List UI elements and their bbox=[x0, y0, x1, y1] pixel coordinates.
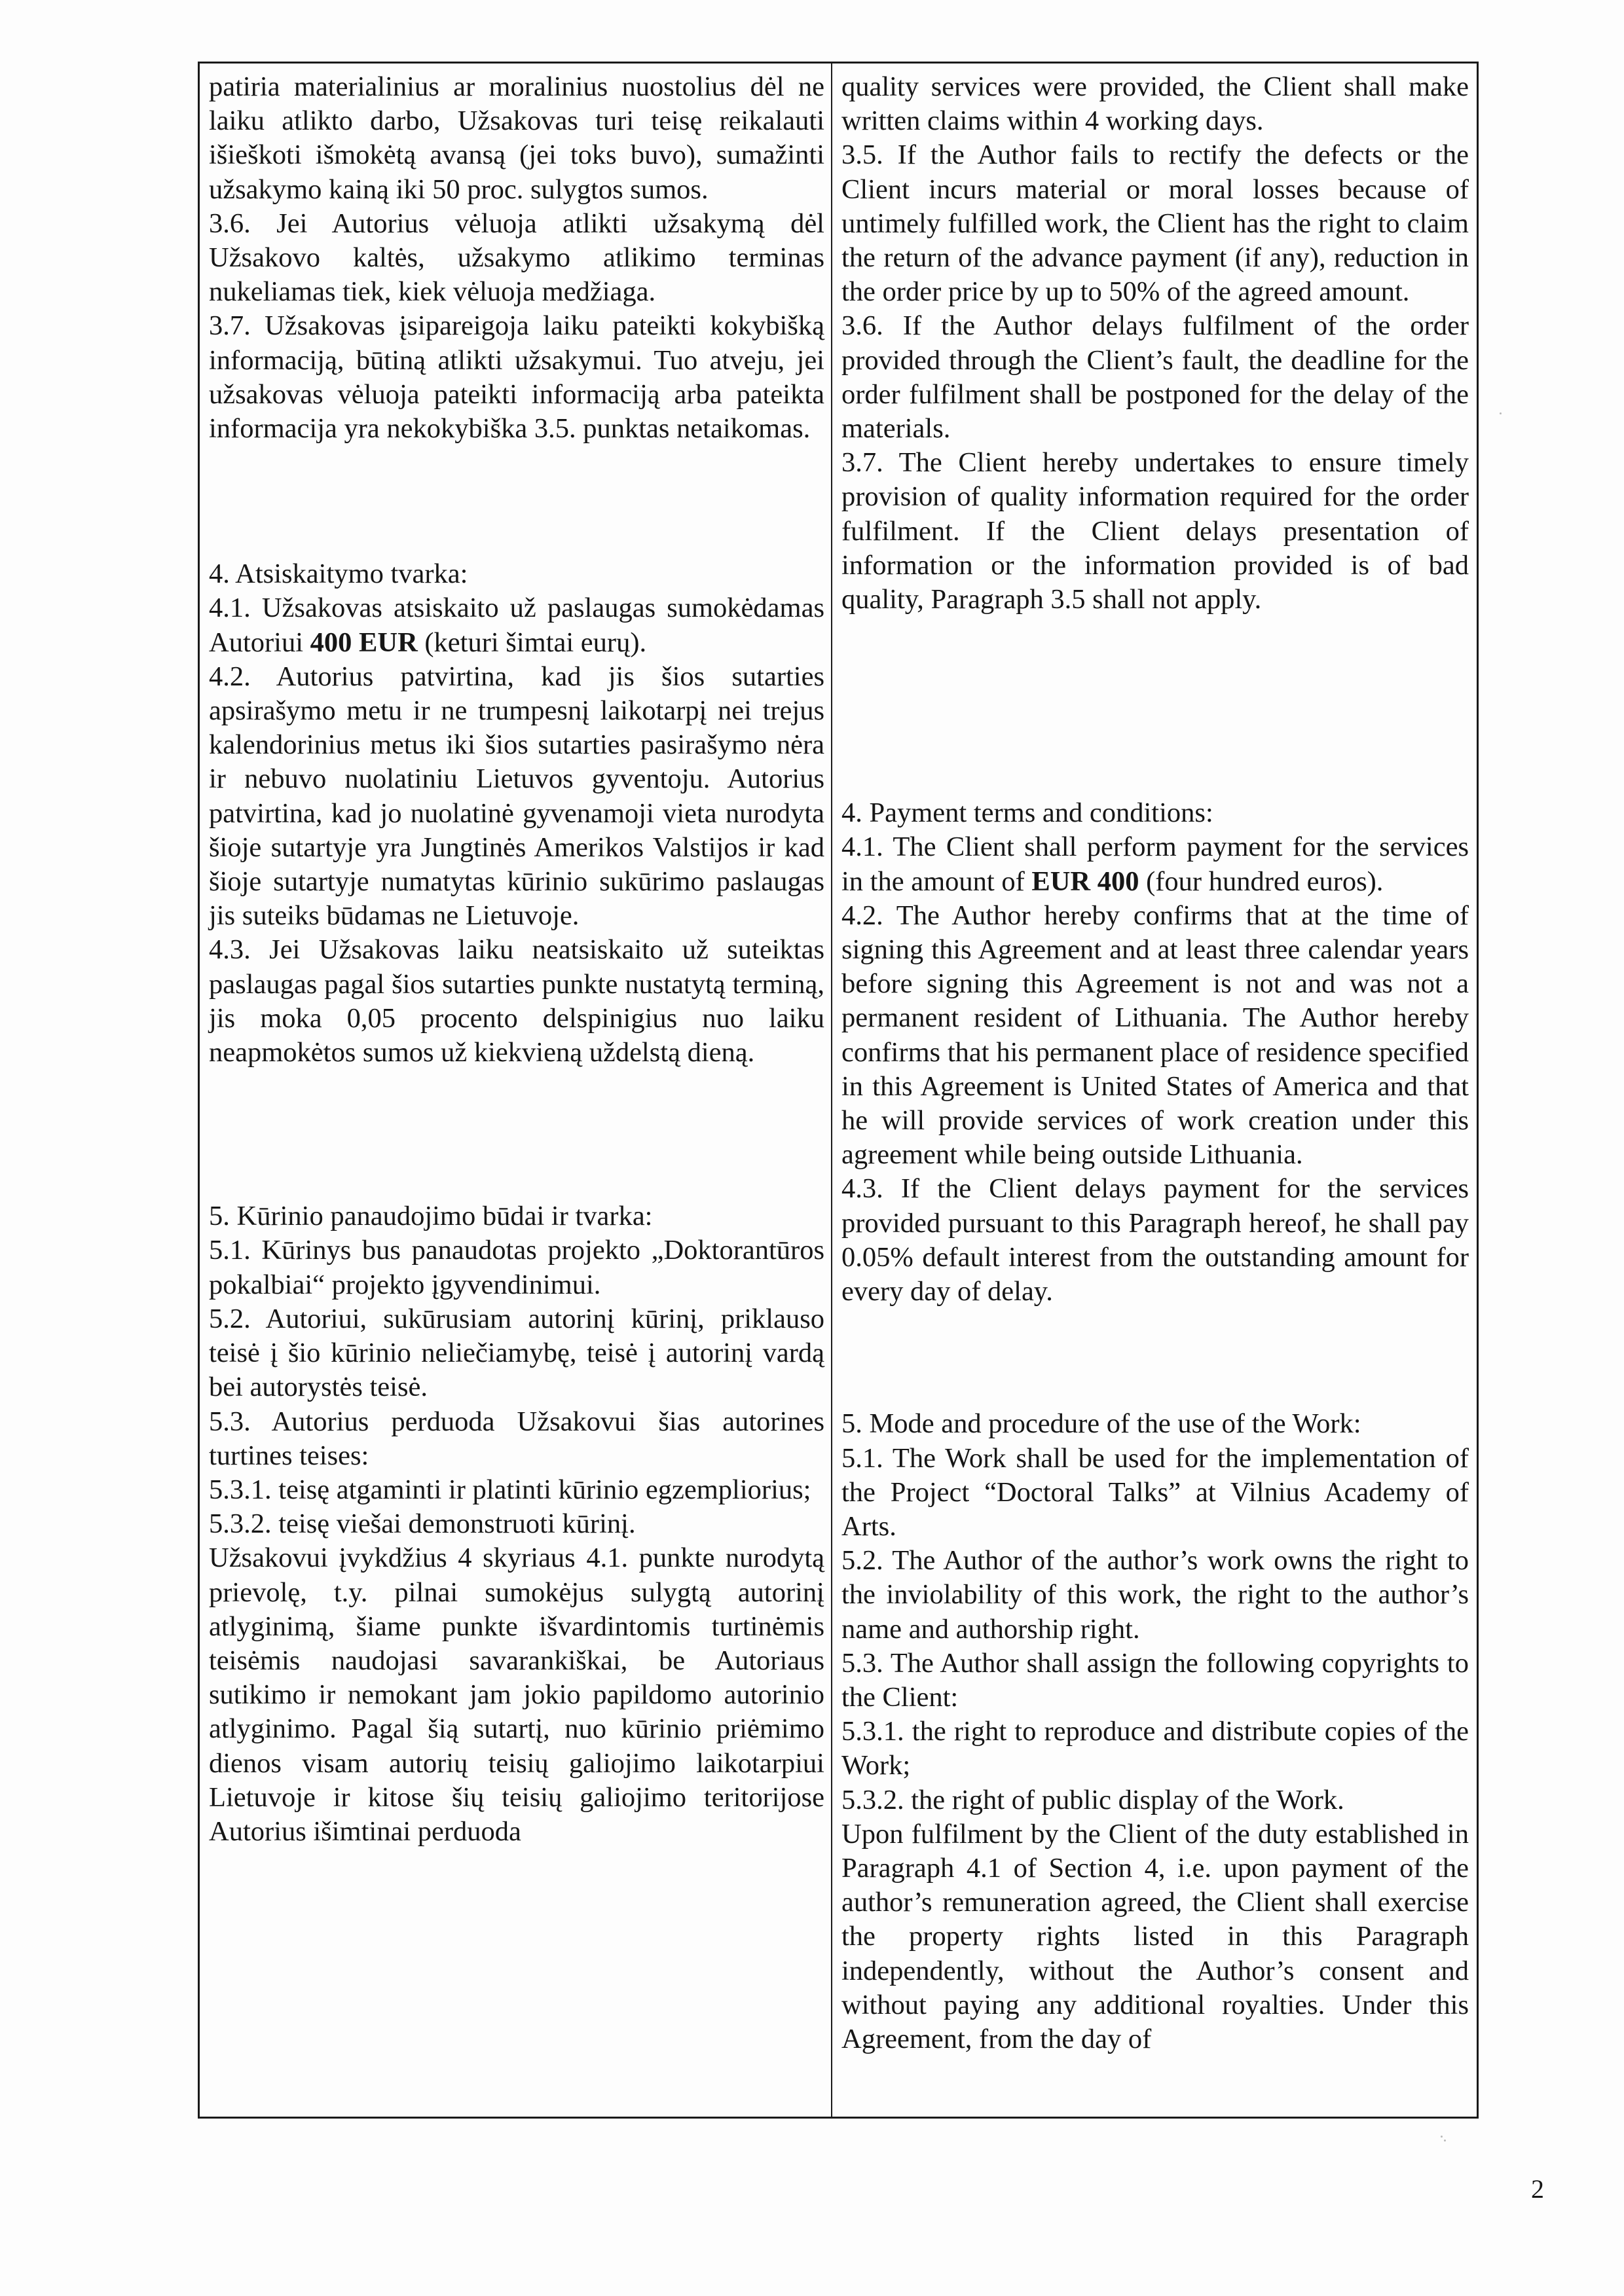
lt-section-4-heading: 4. Atsiskaitymo tvarka: bbox=[209, 558, 468, 590]
en-clause-5-3: 5.3. The Author shall assign the following copyrights to the Client: bbox=[841, 1647, 1469, 1713]
lt-amount: 400 EUR bbox=[310, 627, 418, 658]
lt-clause-5-tail: Užsakovui įvykdžius 4 skyriaus 4.1. punkte nurodytą prievolę, t.y. pilnai sumokėjus sulygtą autorinį atlyginimą, šiame punkte išvardintomis turtinėmis teisėmis naudojasi savarankiškai, be Autoriaus sutikimo ir nemokant jam jokio papildomo autorinio atlyginimo. Pagal šią sutartį, nuo kūrinio priėmimo dienos visam autorių teisių galiojimo laikotarpiui Lietuvoje ir kitose šių teisių galiojimo teritorijose Autorius išimtinai perduoda bbox=[209, 1542, 824, 1847]
en-amount: EUR 400 bbox=[1031, 866, 1139, 897]
en-clause-5-tail: Upon fulfilment by the Client of the duty established in Paragraph 4.1 of Section 4, i.e. upon payment of the author’s remuneration agreed, the Client shall exercise the property rights listed in this Paragraph independently, without the Author’s consent and without paying any additional royalties. Under this Agreement, from the day of bbox=[841, 1818, 1469, 2054]
english-column bbox=[832, 64, 1477, 2117]
en-clause-5-1: 5.1. The Work shall be used for the implementation of the Project “Doctoral Talks” at Vilnius Academy of Arts. bbox=[841, 1442, 1469, 1542]
spacer bbox=[841, 1309, 1469, 1407]
lt-clause-4-1-text: 4.1. Užsakovas atsiskaito už paslaugas sumokėdamas Autoriui bbox=[209, 592, 824, 658]
en-clause-5-3-1: 5.3.1. the right to reproduce and distribute copies of the Work; bbox=[841, 1716, 1469, 1781]
lt-section-3-continuation: patiria materialinius ar moralinius nuostolius dėl ne laiku atlikto darbo, Užsakovas turi teisę reikalauti išieškoti išmokėtą avansą (jei toks buvo), sumažinti užsakymo kainą iki 50 proc. sulygtos sumos. bbox=[209, 71, 824, 205]
lithuanian-column bbox=[200, 64, 832, 2117]
lt-clause-4-3: 4.3. Jei Užsakovas laiku neatsiskaito už suteiktas paslaugas pagal šios sutarties punkte nustatytą terminą, jis moka 0,05 procento delspinigius nuo laiku neapmokėtos sumos už kiekvieną uždelstą dieną. bbox=[209, 934, 824, 1068]
spacer bbox=[841, 617, 1469, 796]
lt-clause-3-7: 3.7. Užsakovas įsipareigoja laiku pateikti kokybišką informaciją, būtiną atlikti užsakymui. Tuo atveju, jei užsakovas vėluoja pateikti informaciją arba pateikta informacija yra nekokybiška 3.5. punktas netaikomas. bbox=[209, 310, 824, 445]
en-section-4-heading: 4. Payment terms and conditions: bbox=[841, 797, 1213, 829]
en-clause-3-6: 3.6. If the Author delays fulfilment of the order provided through the Client’s fault, the deadline for the order fulfilment shall be postponed for the delay of the materials. bbox=[841, 310, 1469, 445]
en-clause-4-1-tail: (four hundred euros). bbox=[1139, 866, 1384, 897]
spacer bbox=[209, 1070, 824, 1199]
bilingual-contract-table bbox=[198, 62, 1479, 2119]
lt-clause-4-1-tail: (keturi šimtai eurų). bbox=[417, 627, 647, 658]
lt-clause-5-2: 5.2. Autoriui, sukūrusiam autorinį kūrinį, priklauso teisė į šio kūrinio neliečiamybę, teisė į autorinį vardą bei autorystės teisė. bbox=[209, 1303, 824, 1403]
en-section-5-heading: 5. Mode and procedure of the use of the Work: bbox=[841, 1408, 1361, 1440]
page-number: 2 bbox=[1531, 2174, 1544, 2204]
lt-clause-4-2: 4.2. Autorius patvirtina, kad jis šios sutarties apsirašymo metu ir ne trumpesnį laikotarpį nei trejus kalendorinius metus iki šios sutarties pasirašymo nėra ir nebuvo nuolatiniu Lietuvos gyventoju. Autorius patvirtina, kad jo nuolatinė gyvenamoji vieta nurodyta šioje sutartyje yra Jungtinės Amerikos Valstijos ir kad šioje sutartyje numatytas kūrinio sukūrimo paslaugas jis suteiks būdamas ne Lietuvoje. bbox=[209, 661, 824, 932]
lt-clause-4-1 bbox=[209, 591, 824, 659]
lt-clause-3-6: 3.6. Jei Autorius vėluoja atlikti užsakymą dėl Užsakovo kaltės, užsakymo atlikimo terminas nukeliamas tiek, kiek vėluoja medžiaga. bbox=[209, 208, 824, 308]
scan-speck bbox=[1444, 2140, 1446, 2141]
en-clause-3-5: 3.5. If the Author fails to rectify the defects or the Client incurs material or moral losses because of untimely fulfilled work, the Client has the right to claim the return of the advance payment (if any), reduction in the order price by up to 50% of the agreed amount. bbox=[841, 139, 1469, 308]
en-clause-4-3: 4.3. If the Client delays payment for the services provided pursuant to this Paragraph hereof, he shall pay 0.05% default interest from the outstanding amount for every day of delay. bbox=[841, 1173, 1469, 1307]
scan-speck bbox=[1441, 2136, 1443, 2138]
en-clause-4-1-text: 4.1. The Client shall perform payment for the services in the amount of bbox=[841, 831, 1469, 897]
lt-clause-5-3-2: 5.3.2. teisę viešai demonstruoti kūrinį. bbox=[209, 1508, 636, 1540]
lt-clause-5-3-1: 5.3.1. teisę atgaminti ir platinti kūrinio egzempliorius; bbox=[209, 1474, 811, 1505]
lt-clause-5-3: 5.3. Autorius perduoda Užsakovui šias autorines turtines teises: bbox=[209, 1406, 824, 1471]
en-clause-4-1 bbox=[841, 830, 1469, 898]
lt-clause-5-1: 5.1. Kūrinys bus panaudotas projekto „Doktorantūros pokalbiai“ projekto įgyvendinimui. bbox=[209, 1235, 824, 1300]
en-clause-5-3-2: 5.3.2. the right of public display of the Work. bbox=[841, 1784, 1344, 1815]
scan-speck bbox=[1500, 412, 1502, 414]
lt-section-5-heading: 5. Kūrinio panaudojimo būdai ir tvarka: bbox=[209, 1201, 653, 1232]
spacer bbox=[209, 446, 824, 557]
en-clause-5-2: 5.2. The Author of the author’s work owns the right to the inviolability of this work, the right to the author’s name and authorship right. bbox=[841, 1545, 1469, 1645]
en-clause-4-2: 4.2. The Author hereby confirms that at the time of signing this Agreement and at least three calendar years before signing this Agreement is not and was not a permanent resident of Lithuania. The Author hereby confirms that his permanent place of residence specified in this Agreement is United States of America and that he will provide services of work creation under this agreement while being outside Lithuania. bbox=[841, 900, 1469, 1171]
en-clause-3-7: 3.7. The Client hereby undertakes to ensure timely provision of quality information required for the order fulfilment. If the Client delays presentation of information or the information provided is of bad quality, Paragraph 3.5 shall not apply. bbox=[841, 447, 1469, 615]
en-section-3-continuation: quality services were provided, the Client shall make written claims within 4 working days. bbox=[841, 71, 1469, 137]
